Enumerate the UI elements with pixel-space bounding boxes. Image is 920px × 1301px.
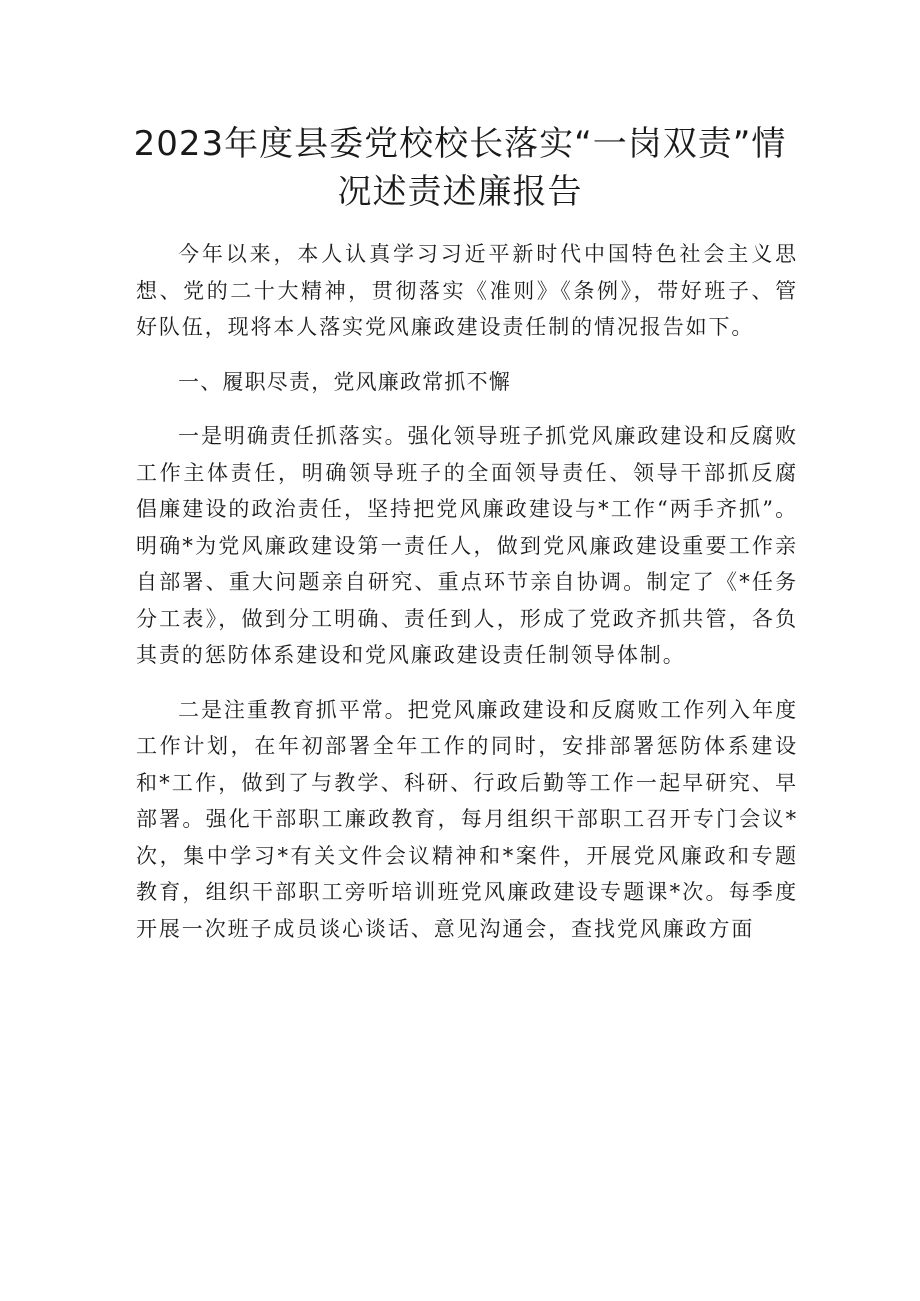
body-paragraph-education: 二是注重教育抓平常。把党风廉政建设和反腐败工作列入年度工作计划，在年初部署全年工作的同时，安排部署惩防体系建设和*工作，做到了与教学、科研、行政后勤等工作一起早研究、早部署。强化干部职工廉政教育，每月组织干部职工召开专门会议*次，集中学习*有关文件会议精神和*案件，开展党风廉政和专题教育，组织干部职工旁听培训班党风廉政建设专题课*次。每季度开展一次班子成员谈心谈话、意见沟通会，查找党风廉政方面 bbox=[136, 697, 798, 941]
section-heading-1: 一、履职尽责，党风廉政常抓不懈 bbox=[178, 369, 511, 394]
document-body bbox=[136, 236, 798, 947]
body-paragraph-responsibility: 一是明确责任抓落实。强化领导班子抓党风廉政建设和反腐败工作主体责任，明确领导班子的全面领导责任、领导干部抓反腐倡廉建设的政治责任，坚持把党风廉政建设与*工作“两手齐抓”。明确*为党风廉政建设第一责任人，做到党风廉政建设重要工作亲自部署、重大问题亲自研究、重点环节亲自协调。制定了《*任务分工表》，做到分工明确、责任到人，形成了党政齐抓共管，各负其责的惩防体系建设和党风廉政建设责任制领导体制。 bbox=[136, 424, 798, 667]
intro-paragraph: 今年以来，本人认真学习习近平新时代中国特色社会主义思想、党的二十大精神，贯彻落实《准则》《条例》，带好班子、管好队伍，现将本人落实党风廉政建设责任制的情况报告如下。 bbox=[136, 242, 798, 339]
document-title: 2023年度县委党校校长落实“一岗双责”情况述责述廉报告 bbox=[133, 124, 787, 212]
